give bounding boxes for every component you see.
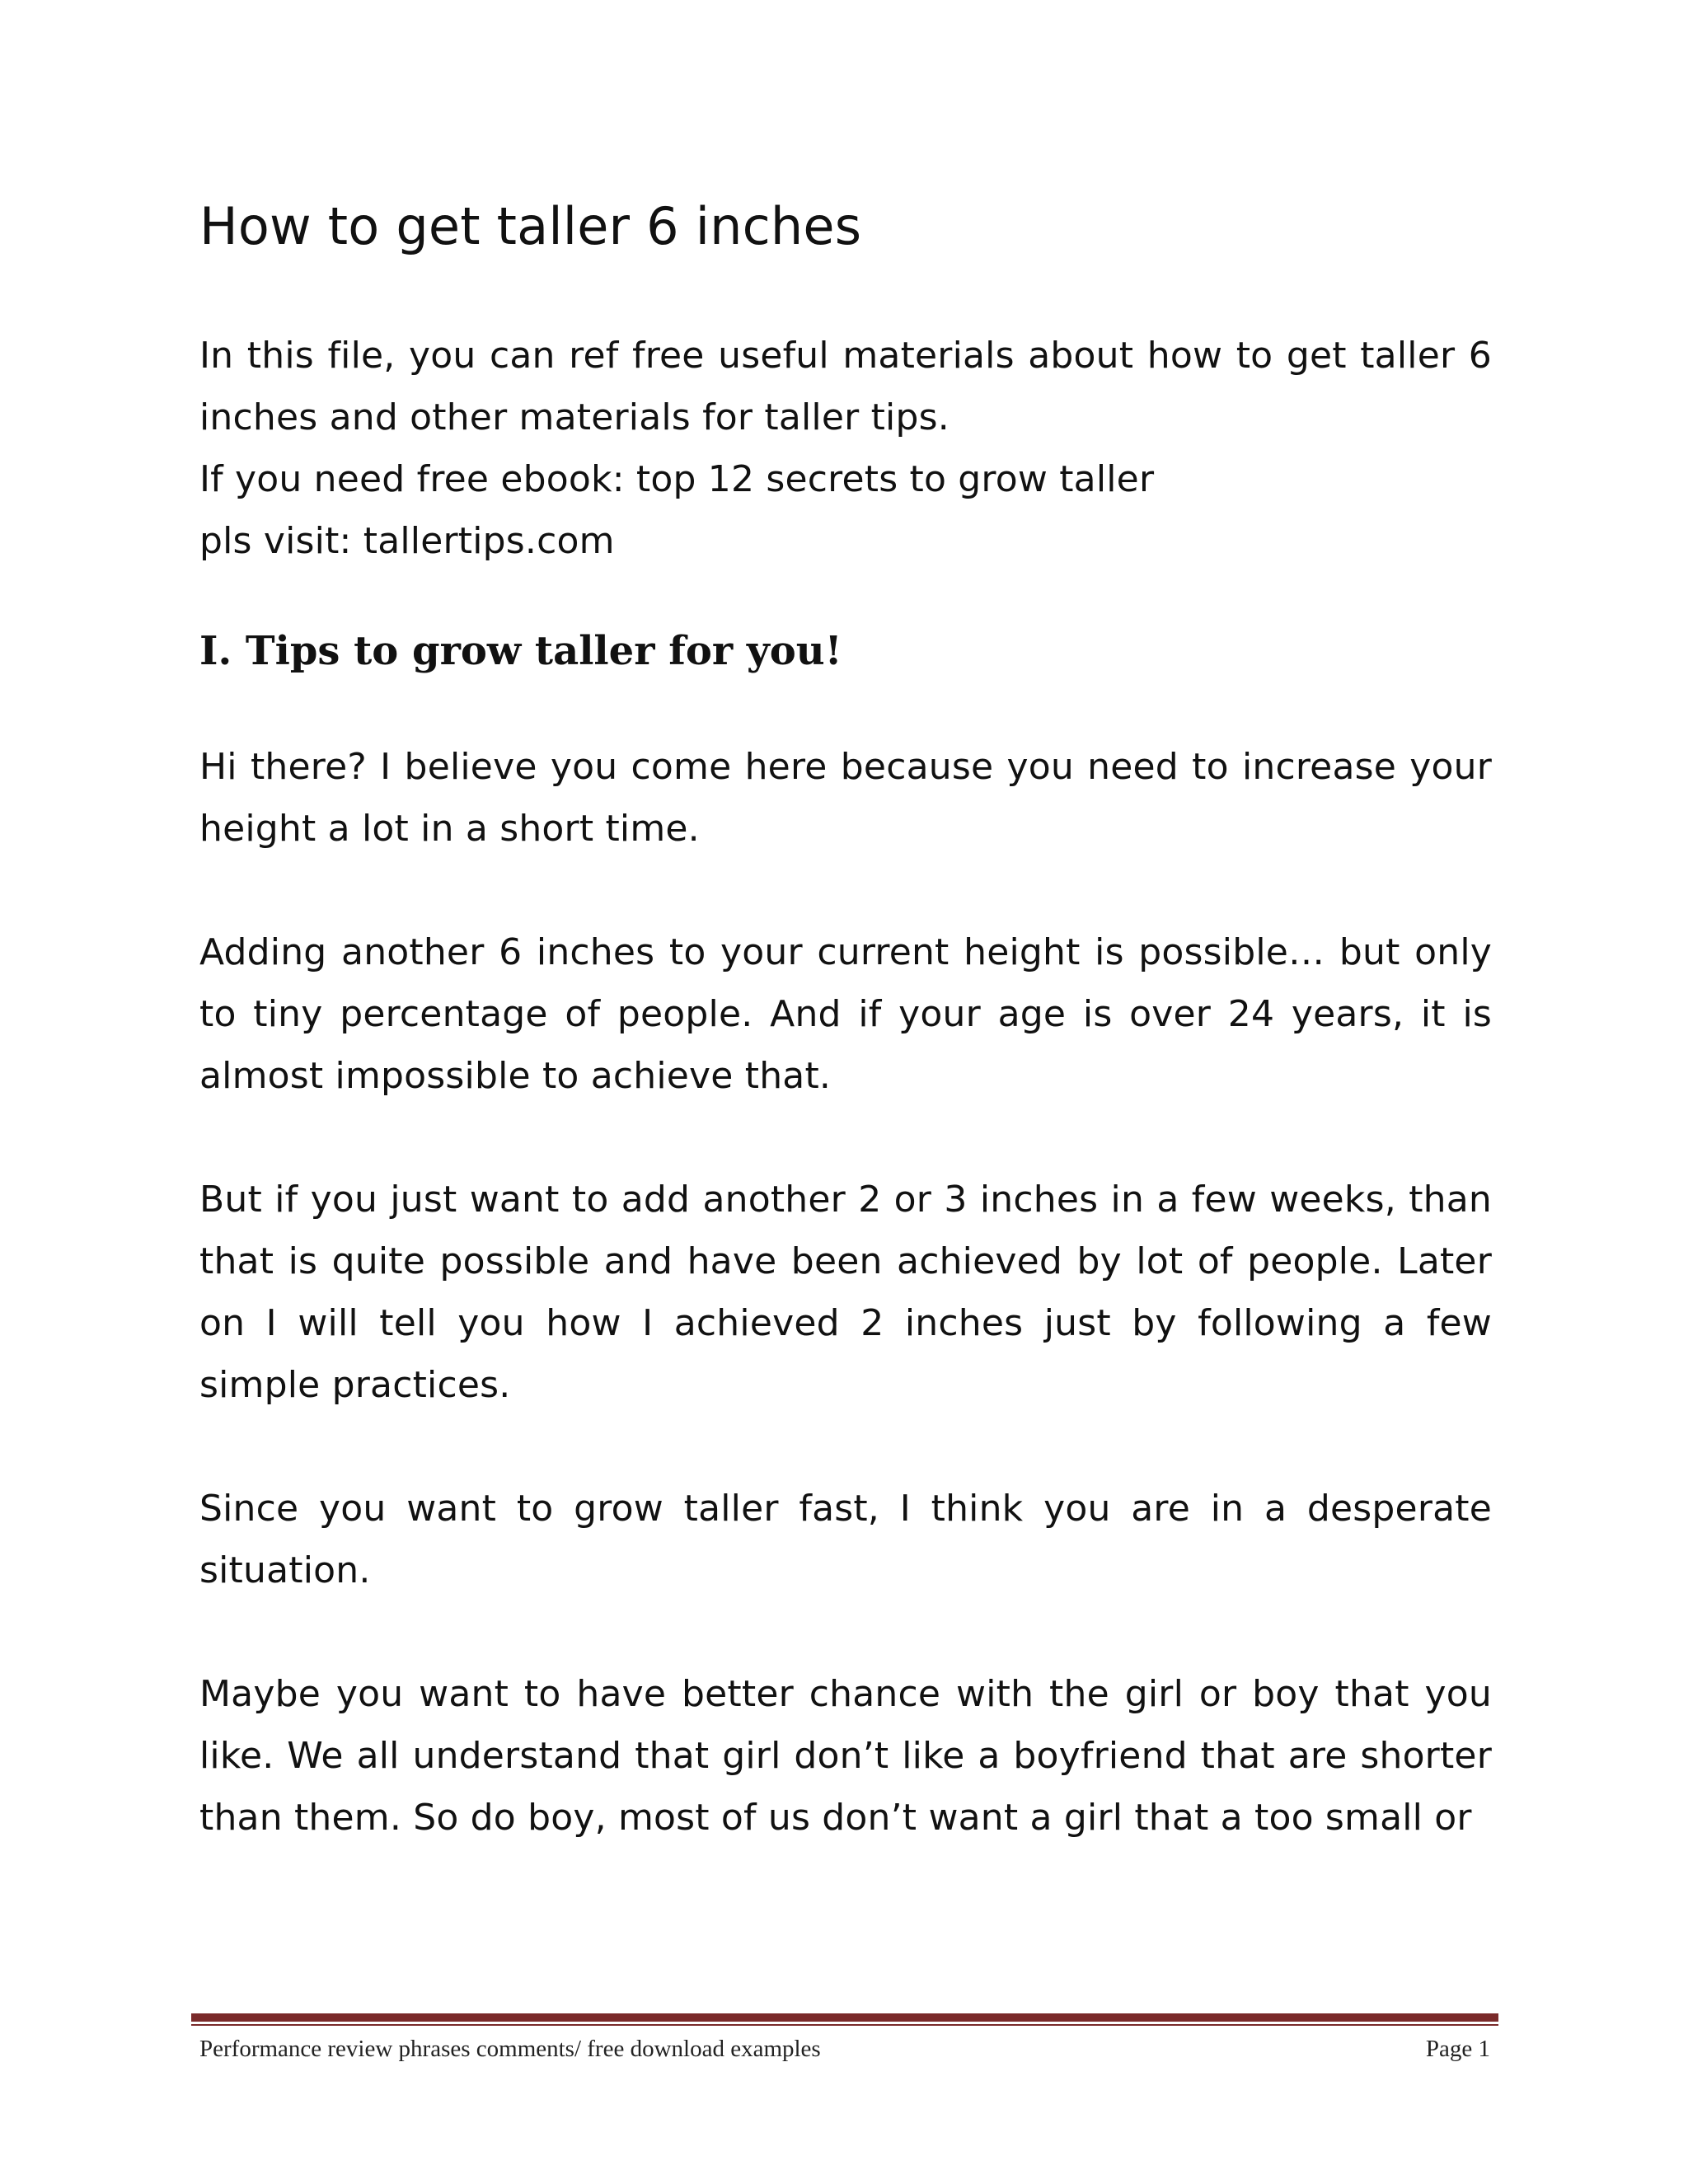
footer-rule-thick xyxy=(191,2013,1498,2022)
body-paragraph-5: Maybe you want to have better chance with the girl or boy that you like. We all understand that girl don’t like a boyfriend that are shorter than them. So do boy, most of us don’t want a girl that a too small or xyxy=(199,1672,1492,1839)
document-title: How to get taller 6 inches xyxy=(199,196,862,256)
section-heading: I. Tips to grow taller for you! xyxy=(199,628,842,675)
body-paragraph-1: Hi there? I believe you come here because you need to increase your height a lot in a short time. xyxy=(199,745,1492,850)
intro-ebook-line: If you need free ebook: top 12 secrets to grow taller xyxy=(199,458,1155,501)
page-footer xyxy=(191,2013,1498,2063)
footer-row xyxy=(191,2026,1498,2063)
body-paragraph-2: Adding another 6 inches to your current height is possible… but only to tiny percentage of people. And if your age is over 24 years, it is almost impossible to achieve that. xyxy=(199,930,1492,1097)
footer-page-number: Page 1 xyxy=(1425,2036,1490,2062)
intro-visit-line: pls visit: tallertips.com xyxy=(199,520,615,563)
page-content xyxy=(199,196,1492,1849)
body-paragraph-3: But if you just want to add another 2 or 3 inches in a few weeks, than that is quite possible and have been achieved by lot of people. Later on I will tell you how I achieved 2 inches just by following a few simple practices. xyxy=(199,1178,1492,1406)
body-paragraph-4: Since you want to grow taller fast, I think you are in a desperate situation. xyxy=(199,1487,1492,1591)
intro-block xyxy=(199,325,1492,572)
footer-left-text: Performance review phrases comments/ free download examples xyxy=(199,2036,821,2062)
intro-paragraph: In this file, you can ref free useful materials about how to get taller 6 inches and other materials for taller tips. xyxy=(199,335,1492,439)
